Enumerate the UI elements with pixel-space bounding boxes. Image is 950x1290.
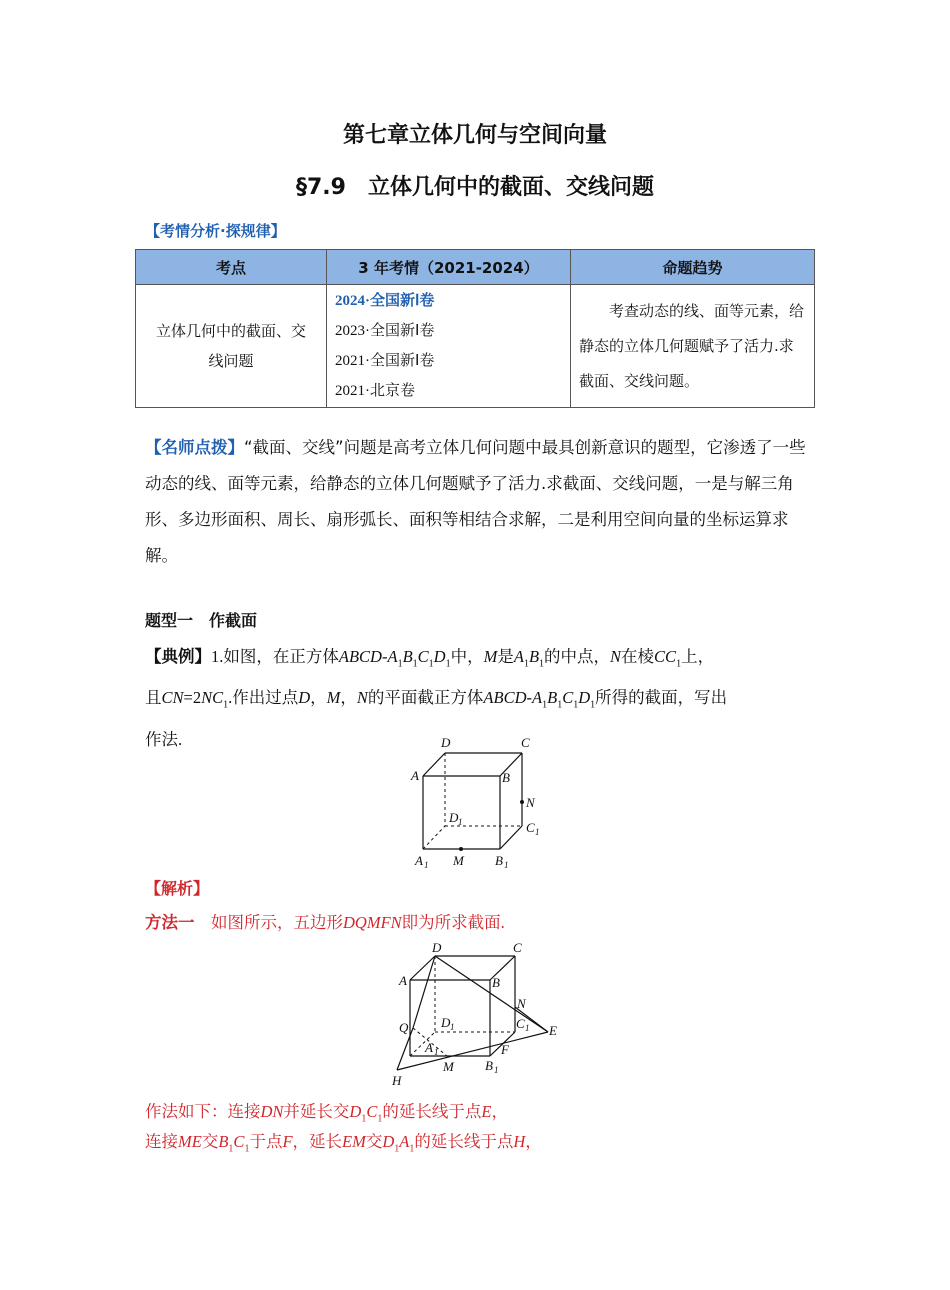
construction-step-1: 作法如下：连接DN并延长交$D_1C_1$的延长线于点E， [145,1102,508,1125]
svg-text:1: 1 [525,1023,530,1033]
example-label: 【典例】 [145,647,211,666]
svg-text:B: B [502,770,510,785]
svg-text:B: B [485,1058,493,1073]
svg-text:H: H [392,1073,402,1088]
mingshi-label: 【名师点拨】 [145,438,244,457]
svg-text:C: C [516,1016,525,1031]
example-problem: 【典例】1.如图，在正方体ABCD-$A_1B_1C_1D_1$中，M是$A_1B_1$的中点，N在棱$CC_1$上， 且$CN=2NC_1$.作出过点D，M，N的平面截正方体ABCD-$A_1B_1C_1D_1$所得的截面，写出 作法. [145,647,728,749]
exam-item: 2024·全国新Ⅰ卷 [335,293,435,309]
svg-text:1: 1 [424,860,429,870]
svg-text:C: C [513,940,522,955]
table-cell-exams [327,285,571,408]
chapter-title: 第七章立体几何与空间向量 [342,123,607,148]
table-header-topic: 考点 [136,250,327,285]
svg-text:E: E [549,1023,557,1038]
exam-item: 2023·全国新Ⅰ卷 [335,323,435,339]
section-title: §7.9 立体几何中的截面、交线问题 [296,175,654,200]
svg-text:1: 1 [494,1065,499,1075]
svg-text:D: D [441,735,451,750]
svg-text:A: A [425,1040,433,1055]
svg-text:1: 1 [434,1047,439,1057]
jiexi-label: 【解析】 [145,879,210,898]
svg-text:F: F [501,1042,509,1057]
svg-text:D: D [449,810,459,825]
table-header-trend: 命题趋势 [571,250,815,285]
table-cell-topic: 立体几何中的截面、交线问题 [136,285,327,408]
svg-text:C: C [526,820,535,835]
svg-text:D: D [432,940,442,955]
svg-text:B: B [495,853,503,868]
svg-text:1: 1 [450,1022,455,1032]
svg-text:M: M [443,1059,454,1074]
type-title: 题型一 作截面 [145,611,258,630]
svg-text:1: 1 [458,817,463,827]
svg-text:A: A [411,768,419,783]
svg-text:A: A [415,853,423,868]
svg-text:B: B [492,975,500,990]
table-header-exams: 3 年考情（2021-2024） [327,250,571,285]
mingshi-paragraph [145,430,810,574]
exam-analysis-table [135,249,815,408]
construction-step-2: 连接ME交$B_1C_1$于点F，延长EM交$D_1A_1$的延长线于点H， [145,1132,542,1155]
method-one-label: 方法一 [145,913,195,932]
svg-text:N: N [517,996,526,1011]
svg-text:N: N [526,795,535,810]
cube-figure [405,733,555,873]
svg-text:1: 1 [535,827,540,837]
kaoqing-header: 【考情分析·探规律】 [145,222,286,240]
mingshi-text: “截面、交线”问题是高考立体几何问题中最具创新意识的题型，它渗透了一些动态的线、面等元素，给静态的立体几何题赋予了活力.求截面、交线问题，一是与解三角形、多边形面积、周长、扇形弧长、面积等相结合求解，二是利用空间向量的坐标运算求解。 [145,438,806,565]
method-one-line: 方法一 如图所示，五边形DQMFN即为所求截面. [145,913,505,932]
exam-item: 2021·北京卷 [335,383,415,399]
svg-text:A: A [399,973,407,988]
section-figure [385,940,565,1090]
exam-item: 2021·全国新Ⅰ卷 [335,353,435,369]
svg-text:M: M [453,853,464,868]
table-cell-trend: 考查动态的线、面等元素，给静态的立体几何题赋予了活力.求截面、交线问题。 [571,285,815,408]
svg-text:C: C [521,735,530,750]
svg-text:1: 1 [504,860,509,870]
svg-text:Q: Q [399,1020,409,1035]
svg-text:D: D [441,1015,451,1030]
